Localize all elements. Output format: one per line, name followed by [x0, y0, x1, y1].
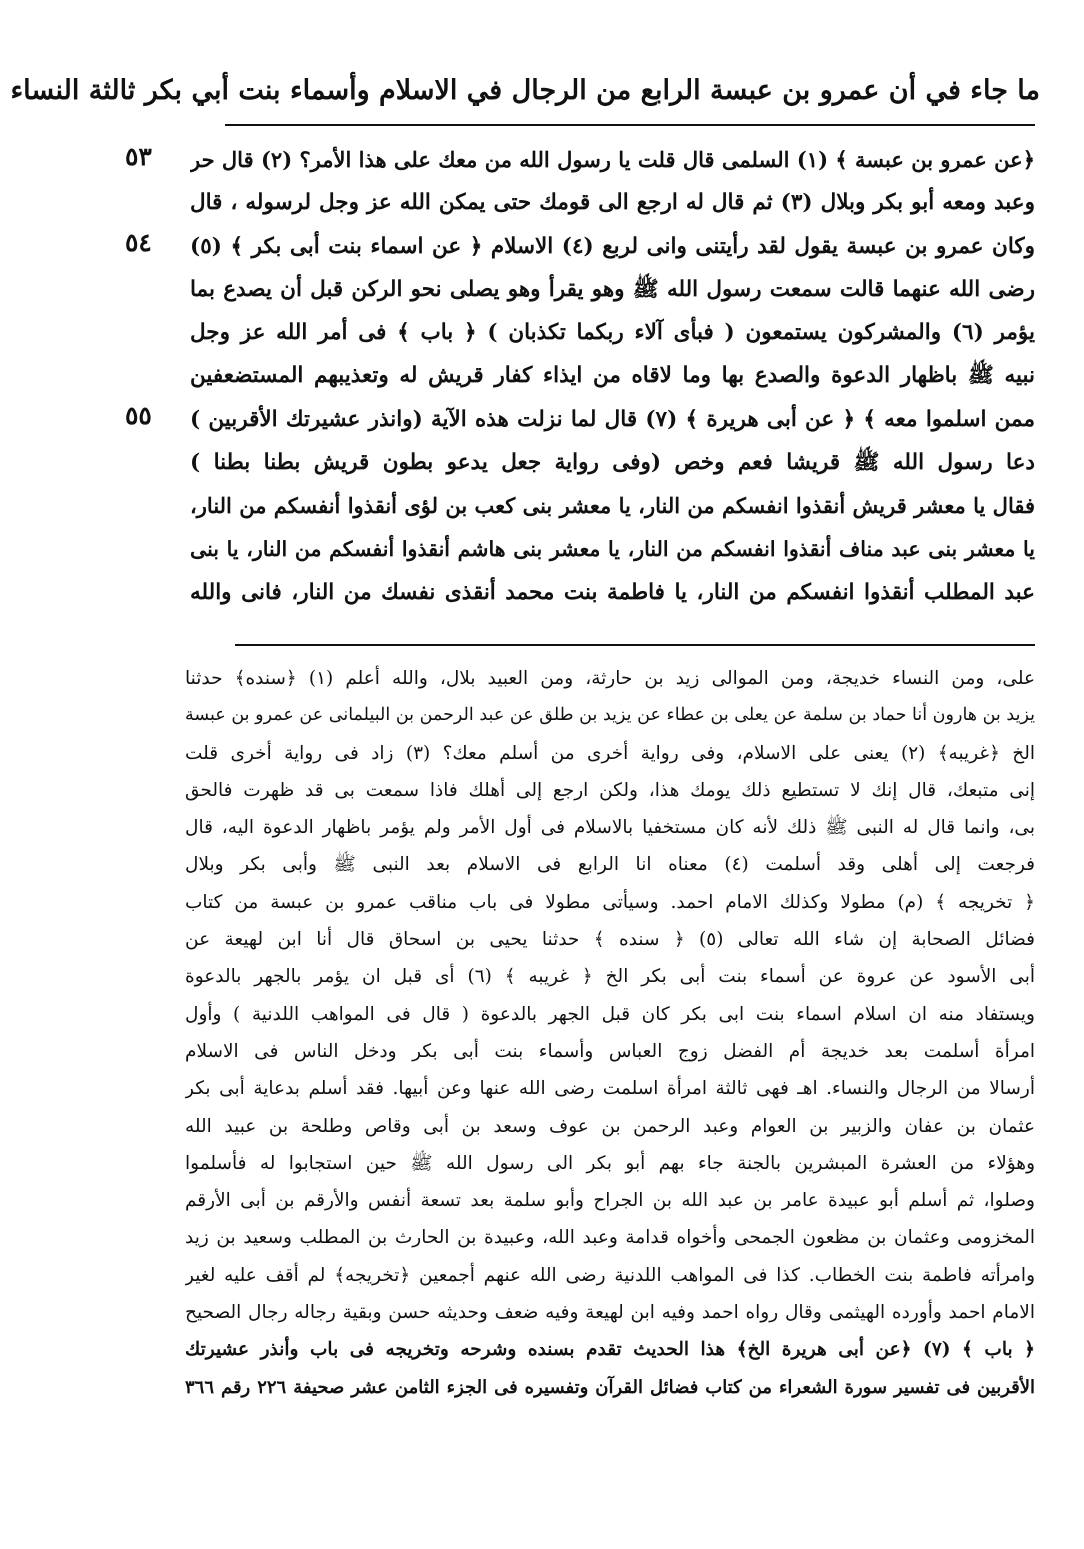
main-text-line: نبيه ﷺ باظهار الدعوة والصدع بها وما لاقاه من ايذاء كفار قريش له وتعذيبهم المستضعفين — [190, 363, 1035, 389]
main-text-line: دعا رسول الله ﷺ قريشا فعم وخص (وفى رواية جعل يدعو بطون قريش بطنا بطنا ) — [190, 450, 1035, 476]
header-rule — [225, 124, 1035, 126]
footnote-line: ويستفاد منه ان اسلام اسماء بنت ابى بكر كان قبل الجهر بالدعوة ( قال فى المواهب اللدنية ) وأول — [185, 1003, 1035, 1025]
main-text-line: عبد المطلب أنقذوا انفسكم من النار، يا فاطمة بنت محمد أنقذى نفسك من النار، فانى والله — [190, 579, 1035, 605]
footnote-line: ﴿ باب ﴾ (٧) ﴿عن أبى هريرة الخ﴾ هذا الحديث تقدم بسنده وشرحه وتخريجه فى باب وأنذر عشيرتك — [185, 1339, 1035, 1361]
footnote-line: امرأة أسلمت بعد خديجة أم الفضل زوج العباس وأسماء بنت أبى بكر ودخل الناس فى الاسلام — [185, 1040, 1035, 1062]
running-title: ما جاء في أن عمرو بن عبسة الرابع من الرجال في الاسلام وأسماء بنت أبي بكر ثالثة النساء — [10, 74, 1040, 106]
footnote-line: فضائل الصحابة إن شاء الله تعالى (٥) ﴿ سنده ﴾ حدثنا يحيى بن اسحاق قال أنا ابن لهيعة عن — [185, 929, 1035, 951]
footnote-line: أبى الأسود عن عروة عن أسماء بنت أبى بكر الخ ﴿ غريبه ﴾ (٦) أى قبل ان يؤمر بالجهر بالدعوة — [185, 966, 1035, 988]
running-header — [10, 62, 1040, 118]
hadith-number: ٥٥ — [125, 401, 152, 430]
footnote-line: بى، وانما قال له النبى ﷺ ذلك لأنه كان مستخفيا بالاسلام فى أول الأمر ولم يؤمر باظهار الدعوة اليه، قال — [185, 817, 1035, 839]
main-text-line: وعبد ومعه أبو بكر وبلال (٣) ثم قال له ارجع الى قومك حتى يمكن الله عز وجل لرسوله ، قال — [190, 190, 1035, 216]
main-text-line: يؤمر (٦) والمشركون يستمعون ( فبأى آلاء ربكما تكذبان ) ﴿ باب ﴾ فى أمر الله عز وجل — [190, 320, 1035, 346]
footnote-line: عثمان بن عفان والزبير بن العوام وعبد الرحمن بن عوف وسعد بن أبى وقاص وطلحة بن عبيد الله — [185, 1115, 1035, 1137]
footnote-line: الامام احمد وأورده الهيثمى وقال رواه احمد وفيه ابن لهيعة وفيه ضعف وحديثه حسن وبقية رجاله رجال الصحيح — [185, 1302, 1035, 1324]
footnote-line: وصلوا، ثم أسلم أبو عبيدة عامر بن عبد الله بن الجراح وأبو سلمة بعد تسعة أنفس والأرقم بن أبى الأرقم — [185, 1190, 1035, 1212]
main-text-line: ﴿عن عمرو بن عبسة ﴾ (١) السلمى قال قلت يا رسول الله من معك على هذا الأمر؟ (٢) قال حر — [190, 147, 1035, 172]
footnote-separator — [235, 644, 1035, 646]
footnote-line: المخزومى وعثمان بن مظعون الجمحى وأخواه قدامة وعبد الله، وعبيدة بن الحارث بن المطلب وسعيد بن زيد — [185, 1227, 1035, 1249]
main-text-line: فقال يا معشر قريش أنقذوا انفسكم من النار، يا معشر بنى كعب بن لؤى أنقذوا أنفسكم من النار، — [190, 493, 1035, 519]
main-text — [190, 138, 1035, 614]
main-text-line: يا معشر بنى عبد مناف أنقذوا انفسكم من النار، يا معشر بنى هاشم أنقذوا أنفسكم من النار، يا بنى — [190, 536, 1035, 561]
main-text-line: ممن اسلموا معه ﴾ ﴿ عن أبى هريرة ﴾ (٧) قال لما نزلت هذه الآية (وانذر عشيرتك الأقربين ) — [190, 406, 1035, 432]
hadith-number: ٥٤ — [125, 228, 152, 257]
footnote-line: أرسالا من الرجال والنساء. اهـ فهى ثالثة امرأة اسلمت رضى الله عنها وعن أبيها. فقد أسلم بدعاية أبى بكر — [185, 1078, 1035, 1100]
commentary-footnotes — [185, 660, 1035, 1406]
footnote-line: وامرأته فاطمة بنت الخطاب. كذا فى المواهب اللدنية رضى الله عنهم أجمعين ﴿تخريجه﴾ لم أقف عليه لغير — [185, 1264, 1035, 1286]
main-text-line: رضى الله عنهما قالت سمعت رسول الله ﷺ وهو يقرأ وهو يصلى نحو الركن قبل أن يصدع بما — [190, 276, 1035, 302]
main-text-line: وكان عمرو بن عبسة يقول لقد رأيتنى وانى لربع (٤) الاسلام ﴿ عن اسماء بنت أبى بكر ﴾ (٥) — [190, 233, 1035, 259]
footnote-line: الأقربين فى تفسير سورة الشعراء من كتاب فضائل القرآن وتفسيره فى الجزء الثامن عشر صحيفة ٢٢٦ رقم ٣٦٦ — [185, 1376, 1035, 1398]
footnote-line: فرجعت إلى أهلى وقد أسلمت (٤) معناه انا الرابع فى الاسلام بعد النبى ﷺ وأبى بكر وبلال — [185, 854, 1035, 876]
footnote-line: إنى متبعك، قال إنك لا تستطيع ذلك يومك هذا، ولكن ارجع إلى أهلك فاذا سمعت بى قد ظهرت فالحق — [185, 779, 1035, 801]
footnote-line: وهؤلاء من العشرة المبشرين بالجنة جاء بهم أبو بكر الى رسول الله ﷺ حين استجابوا له فأسلموا — [185, 1152, 1035, 1174]
hadith-number: ٥٣ — [125, 142, 152, 171]
footnote-line: على، ومن النساء خديجة، ومن الموالى زيد بن حارثة، ومن العبيد بلال، والله أعلم (١) ﴿سنده﴾ حدثنا — [185, 668, 1035, 689]
footnote-line: الخ ﴿غريبه﴾ (٢) يعنى على الاسلام، وفى رواية أخرى من أسلم معك؟ (٣) زاد فى رواية أخرى قلت — [185, 742, 1035, 764]
footnote-line: ﴿ تخريجه ﴾ (م) مطولا وكذلك الامام احمد. وسيأتى مطولا فى باب مناقب عمرو بن عبسة من كتاب — [185, 891, 1035, 913]
footnote-line: يزيد بن هارون أنا حماد بن سلمة عن يعلى بن عطاء عن يزيد بن طلق عن عبد الرحمن بن البيلمانى عن عمرو بن عبسة — [185, 705, 1035, 726]
